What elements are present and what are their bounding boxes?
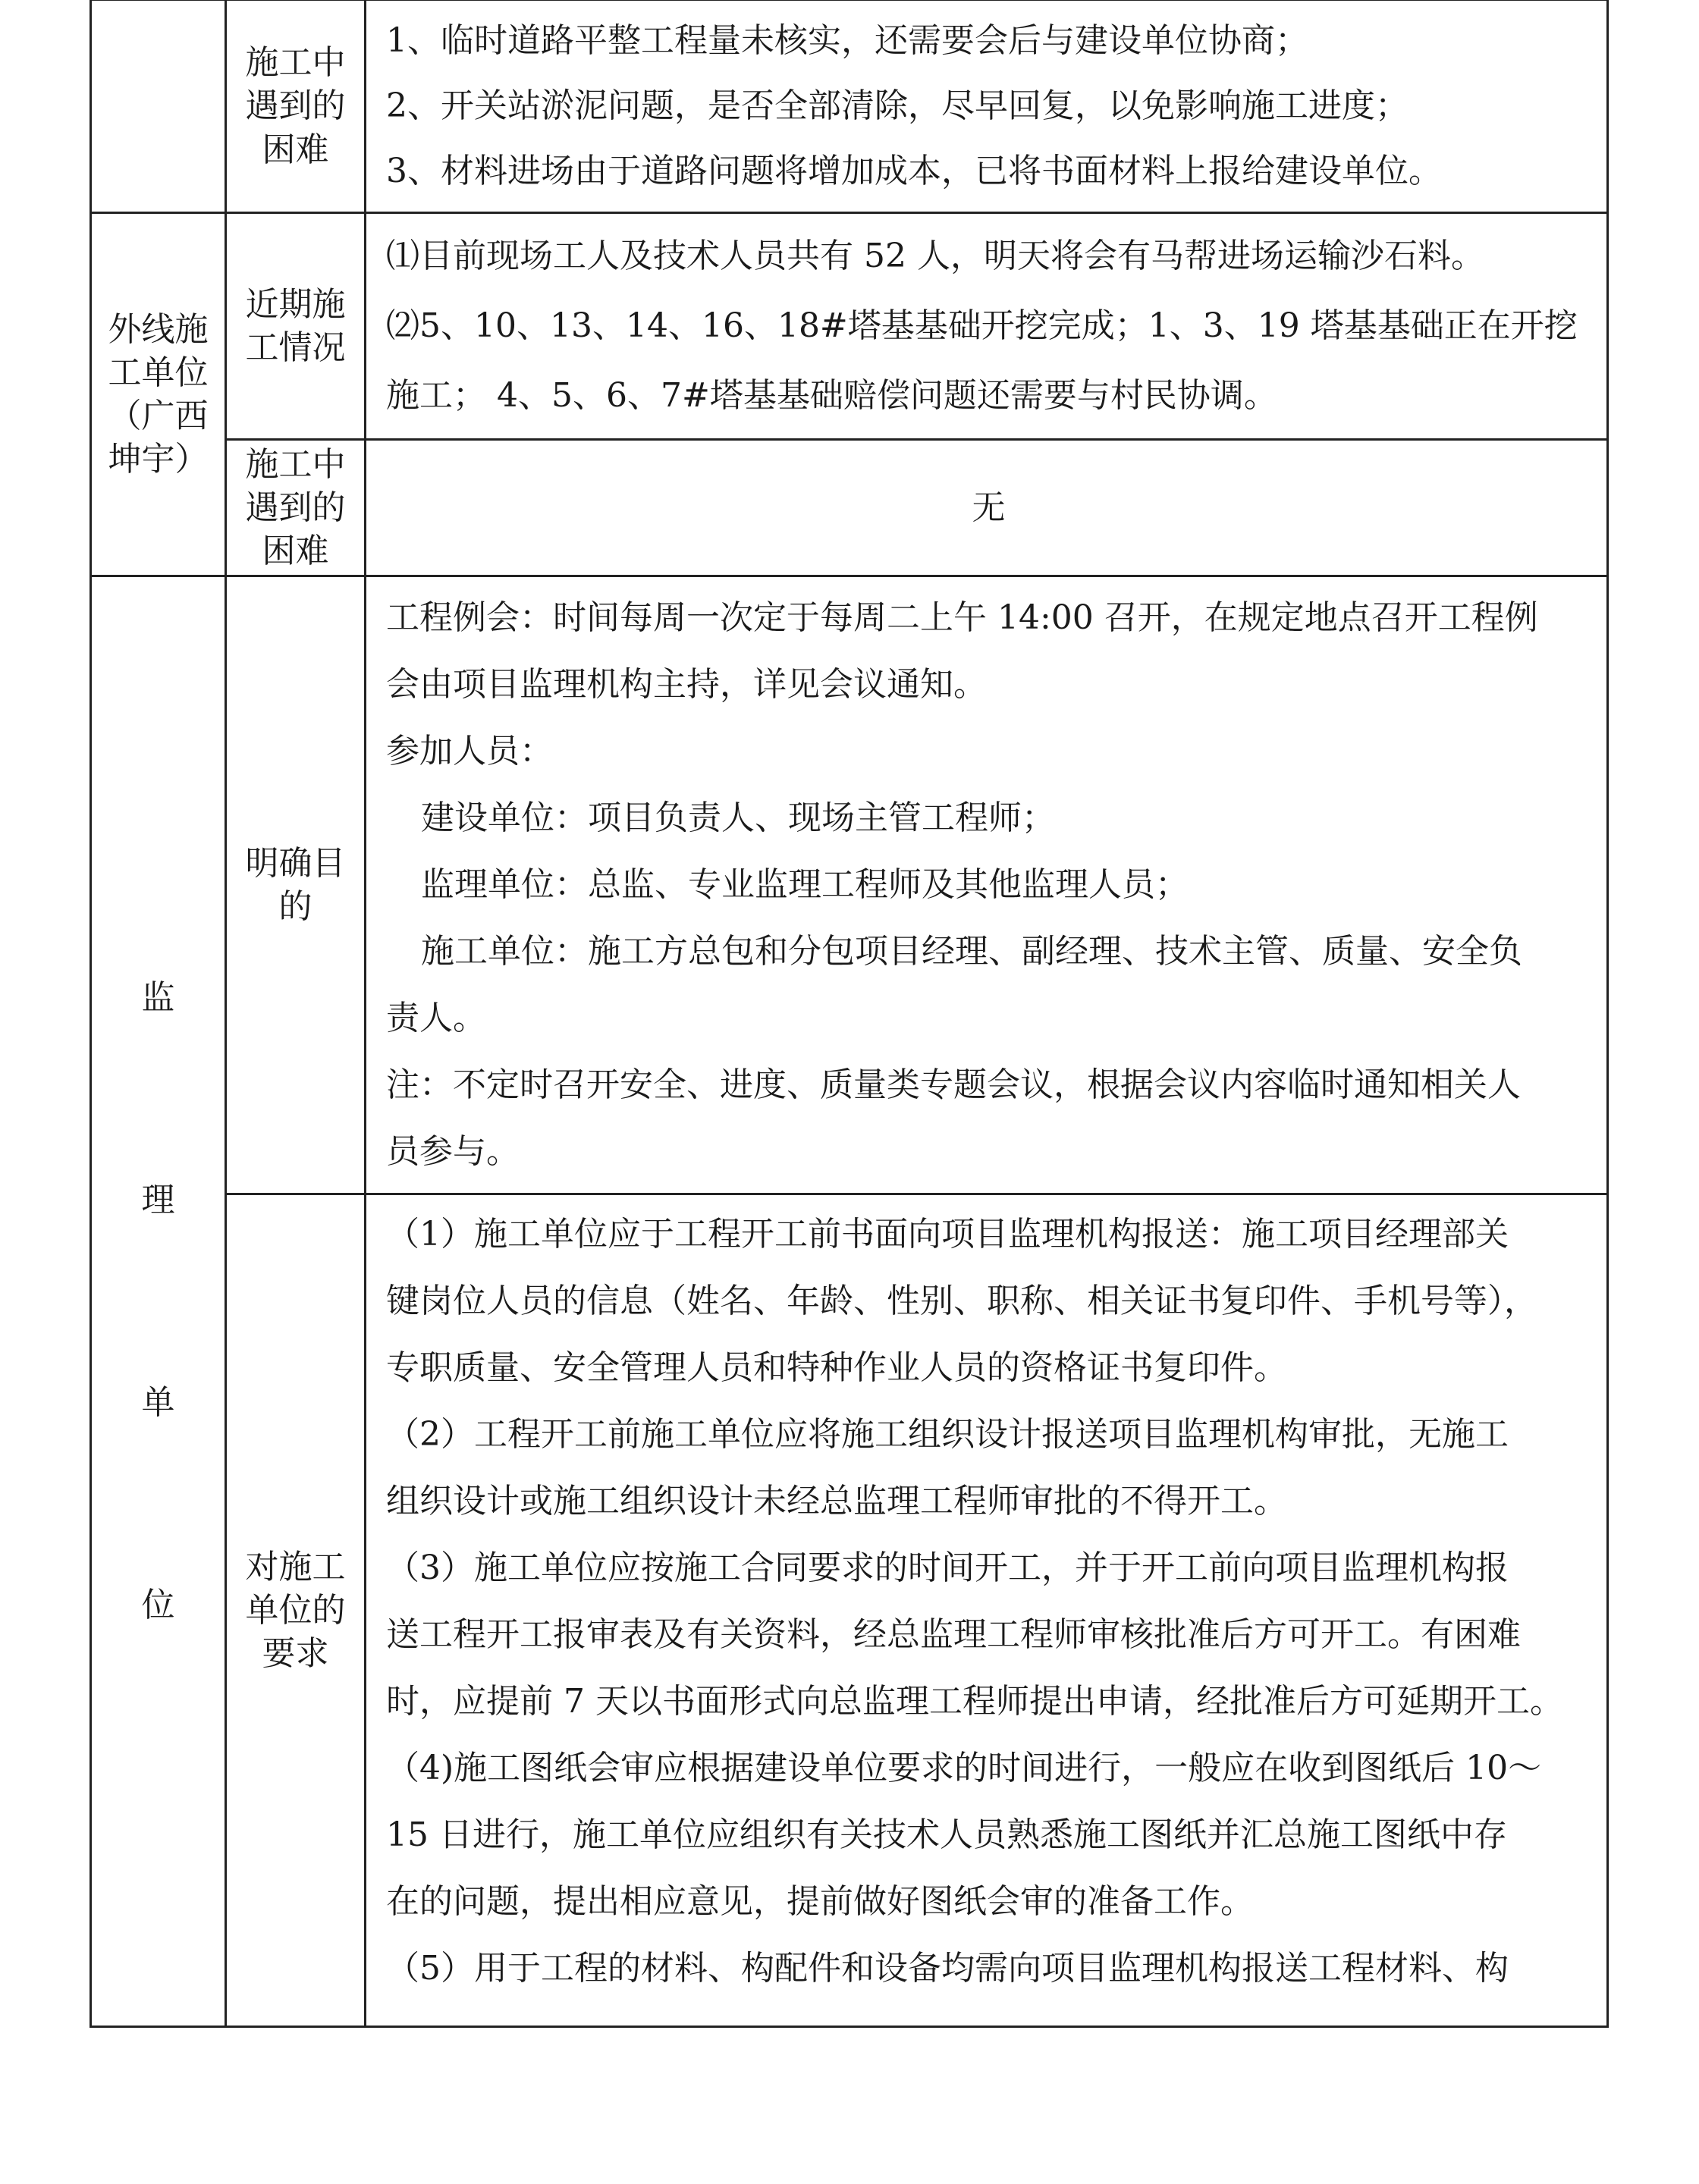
text-line: 会由项目监理机构主持，详见会议通知。 (386, 665, 987, 704)
table-row (91, 0, 1608, 213)
recent-construction-label: 近期施工情况 (226, 213, 366, 440)
text-line: 监理单位：总监、专业监理工程师及其他监理人员； (421, 865, 1189, 904)
text-line: （5）用于工程的材料、构配件和设备均需向项目监理机构报送工程材料、构 (386, 1949, 1509, 1988)
text-line: 建设单位：项目负责人、现场主管工程师； (421, 799, 1055, 837)
supervision-unit-char: 理 (141, 1180, 175, 1219)
text-line: ⑵5、10、13、14、16、18#塔基基础开挖完成；1、3、19 塔基基础正在开挖 (386, 306, 1578, 345)
text-line: ⑴目前现场工人及技术人员共有 52 人，明天将会有马帮进场运输沙石料。 (386, 237, 1484, 275)
text-line: 3、材料进场由于道路问题将增加成本，已将书面材料上报给建设单位。 (386, 152, 1442, 190)
text-line: 1、临时道路平整工程量未核实，还需要会后与建设单位协商； (386, 21, 1308, 60)
difficulty-content-1 (366, 0, 1608, 213)
text-line: （1）施工单位应于工程开工前书面向项目监理机构报送：施工项目经理部关 (386, 1215, 1509, 1254)
text-line: 15 日进行，施工单位应组织有关技术人员熟悉施工图纸并汇总施工图纸中存 (386, 1815, 1507, 1854)
text-line: 工程例会：时间每周一次定于每周二上午 14:00 召开，在规定地点召开工程例 (386, 598, 1538, 637)
text-line: 在的问题，提出相应意见，提前做好图纸会审的准备工作。 (386, 1882, 1254, 1921)
supervision-unit-char: 位 (141, 1586, 175, 1625)
recent-construction-content (366, 213, 1608, 440)
difficulty-content-2: 无 (366, 440, 1608, 576)
table-row (91, 1194, 1608, 2027)
text-line: 参加人员： (386, 732, 553, 770)
requirements-label: 对施工单位的要求 (226, 1194, 366, 2027)
text-line: 2、开关站淤泥问题，是否全部清除，尽早回复，以免影响施工进度； (386, 86, 1409, 125)
purpose-label: 明确目的 (226, 576, 366, 1194)
requirements-content (366, 1194, 1608, 2027)
text-line: （3）施工单位应按施工合同要求的时间开工，并于开工前向项目监理机构报 (386, 1549, 1509, 1587)
supervision-unit (91, 576, 226, 2027)
table-row (91, 213, 1608, 440)
table-row (91, 440, 1608, 576)
text-line: 键岗位人员的信息（姓名、年龄、性别、职称、相关证书复印件、手机号等）， (386, 1282, 1537, 1320)
text-line: （4)施工图纸会审应根据建设单位要求的时间进行，一般应在收到图纸后 10～ (386, 1749, 1542, 1787)
text-line: 注：不定时召开安全、进度、质量类专题会议，根据会议内容临时通知相关人 (386, 1065, 1521, 1104)
text-line: 送工程开工报审表及有关资料，经总监理工程师审核批准后方可开工。有困难 (386, 1615, 1521, 1654)
text-line: 施工； 4、5、6、7#塔基基础赔偿问题还需要与村民协调。 (386, 376, 1277, 415)
unit-cell-continued (91, 0, 226, 213)
outline-contractor-unit: 外线施工单位（广西坤宇） (91, 213, 226, 576)
text-line: 施工单位：施工方总包和分包项目经理、副经理、技术主管、质量、安全负 (421, 932, 1522, 971)
purpose-content (366, 576, 1608, 1194)
text-line: 员参与。 (386, 1132, 520, 1171)
meeting-minutes-table (90, 0, 1609, 2028)
table-row (91, 576, 1608, 1194)
text-line: （2）工程开工前施工单位应将施工组织设计报送项目监理机构审批，无施工 (386, 1415, 1509, 1454)
supervision-unit-char: 单 (141, 1383, 175, 1422)
text-line: 责人。 (386, 999, 486, 1037)
difficulty-label-2: 施工中遇到的困难 (226, 440, 366, 576)
difficulty-label-1: 施工中遇到的困难 (226, 0, 366, 213)
text-line: 组织设计或施工组织设计未经总监理工程师审批的不得开工。 (386, 1482, 1287, 1520)
supervision-unit-char: 监 (141, 977, 175, 1017)
text-line: 专职质量、安全管理人员和特种作业人员的资格证书复印件。 (386, 1348, 1287, 1387)
text-line: 时，应提前 7 天以书面形式向总监理工程师提出申请，经批准后方可延期开工。 (386, 1682, 1563, 1721)
